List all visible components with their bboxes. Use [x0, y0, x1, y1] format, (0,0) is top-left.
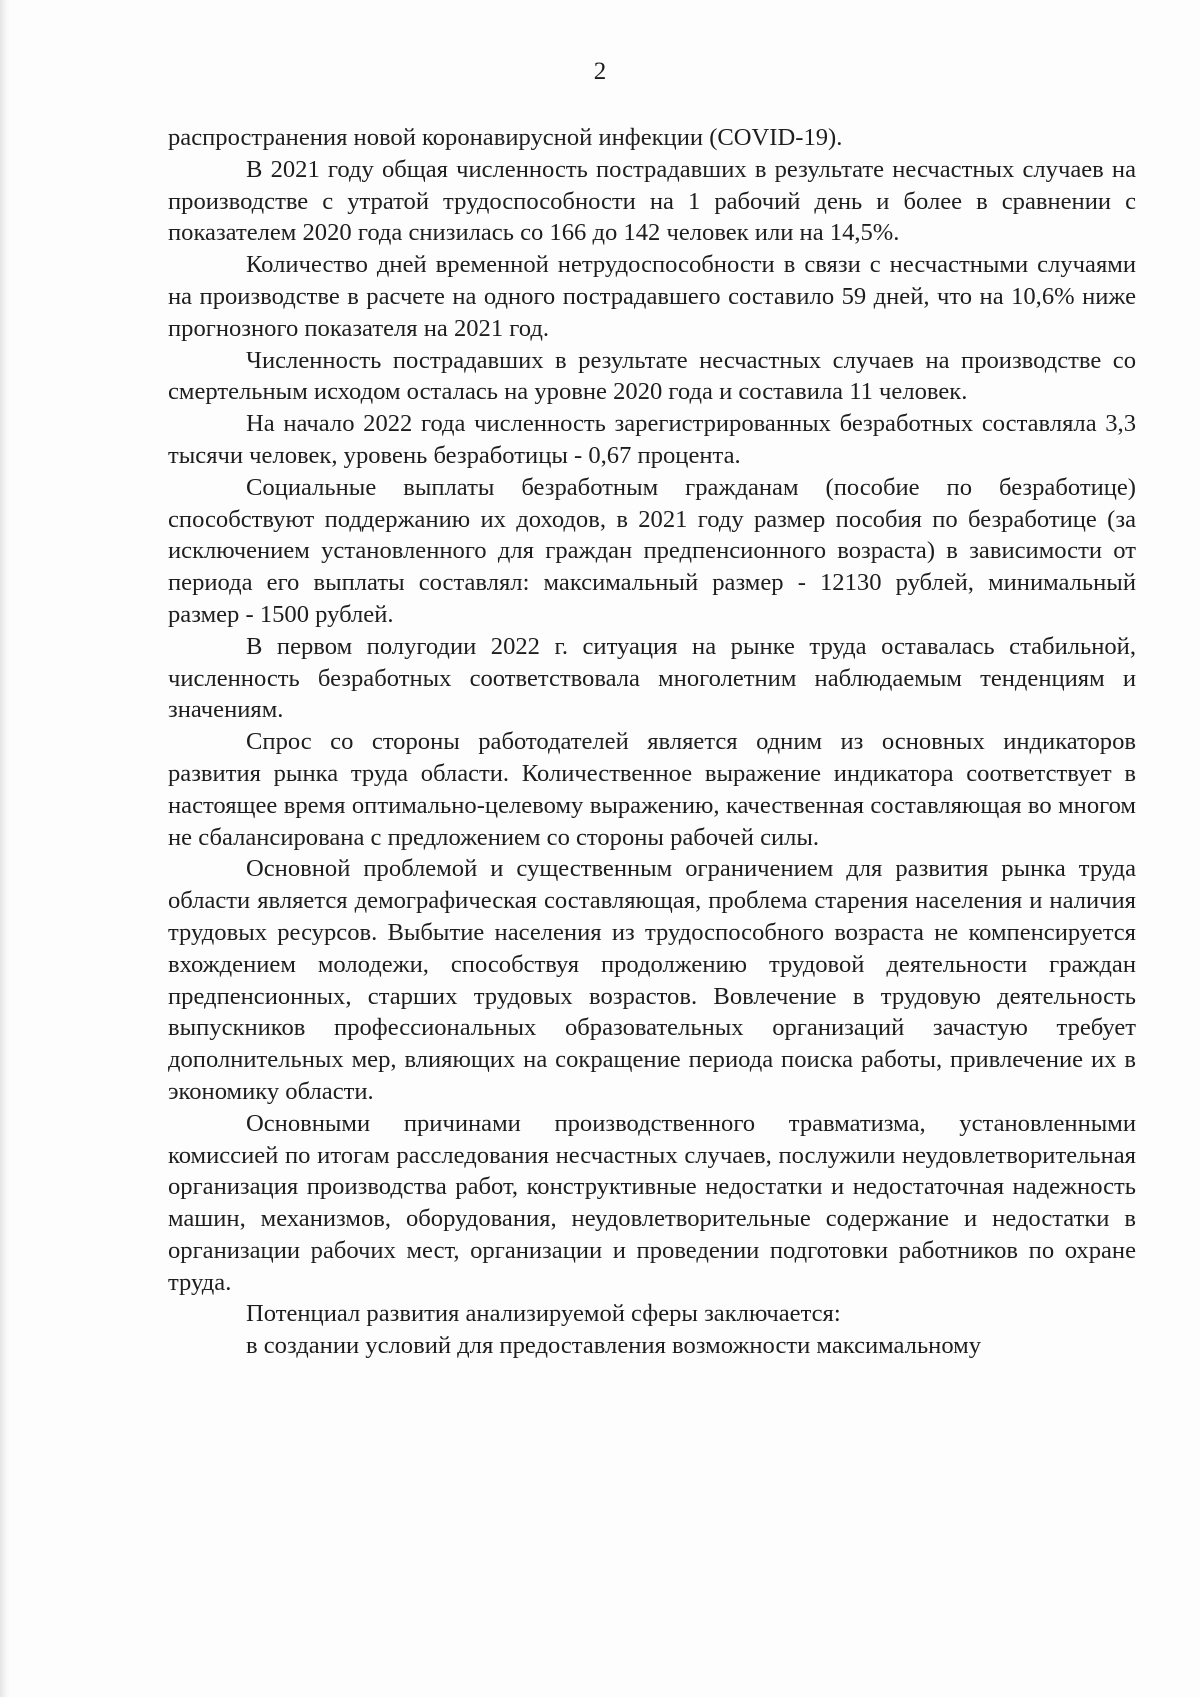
scan-edge	[0, 0, 10, 1697]
document-body	[168, 122, 1136, 1362]
paragraph-potential: Потенциал развития анализируемой сферы заключается:	[246, 1300, 841, 1328]
paragraph-continuation: распространения новой коронавирусной инфекции (COVID-19).	[168, 124, 843, 151]
paragraph-injury-causes: Основными причинами производственного травматизма, установленными комиссией по итогам расследования несчастных случаев, послужили неудовлетворительная организация производства работ, конструктивные недостатки и недостаточная надежность машин, механизмов, оборудования, неудовлетворительные содержание и недостатки в организации рабочих мест, организации и проведении подготовки работников по охране труда.	[168, 1109, 1136, 1296]
paragraph-injured-total: В 2021 году общая численность пострадавших в результате несчастных случаев на производстве с утратой трудоспособности на 1 рабочий день и более в сравнении с показателем 2020 года снизилась со 166 до 142 человек или на 14,5%.	[168, 155, 1136, 247]
paragraph-main-problem: Основной проблемой и существенным ограничением для развития рынка труда области является демографическая составляющая, проблема старения населения и наличия трудовых ресурсов. Выбытие населения из трудоспособного возраста не компенсируется вхождением молодежи, способствуя продолжению трудовой деятельности граждан предпенсионных, старших трудовых возрастов. Вовлечение в трудовую деятельность выпускников профессиональных образовательных организаций зачастую требует дополнительных мер, влияющих на сокращение периода поиска работы, привлечение их в экономику области.	[168, 855, 1136, 1105]
paragraph-social-payments: Социальные выплаты безработным гражданам (пособие по безработице) способствуют поддержанию их доходов, в 2021 году размер пособия по безработице (за исключением установленного для граждан предпенсионного возраста) в зависимости от периода его выплаты составлял: максимальный размер - 12130 рублей, минимальный размер - 1500 рублей.	[168, 473, 1136, 628]
paragraph-unemployment: На начало 2022 года численность зарегистрированных безработных составляла 3,3 тысячи человек, уровень безработицы - 0,67 процента.	[168, 410, 1136, 469]
paragraph-labor-market-2022: В первом полугодии 2022 г. ситуация на рынке труда оставалась стабильной, численность безработных соответствовала многолетним наблюдаемым тенденциям и значениям.	[168, 632, 1136, 724]
page-number: 2	[593, 58, 607, 85]
paragraph-fatal-cases: Численность пострадавших в результате несчастных случаев на производстве со смертельным исходом осталась на уровне 2020 года и составила 11 человек.	[168, 346, 1136, 406]
paragraph-disability-days: Количество дней временной нетрудоспособности в связи с несчастными случаями на производстве в расчете на одного пострадавшего составило 59 дней, что на 10,6% ниже прогнозного показателя на 2021 год.	[168, 251, 1136, 342]
paragraph-potential-item: в создании условий для предоставления возможности максимальному	[246, 1332, 982, 1360]
paragraph-employer-demand: Спрос со стороны работодателей является одним из основных индикаторов развития рынка труда области. Количественное выражение индикатора соответствует в настоящее время оптимально-целевому выражению, качественная составляющая во многом не сбалансирована с предложением со стороны рабочей силы.	[168, 728, 1136, 851]
